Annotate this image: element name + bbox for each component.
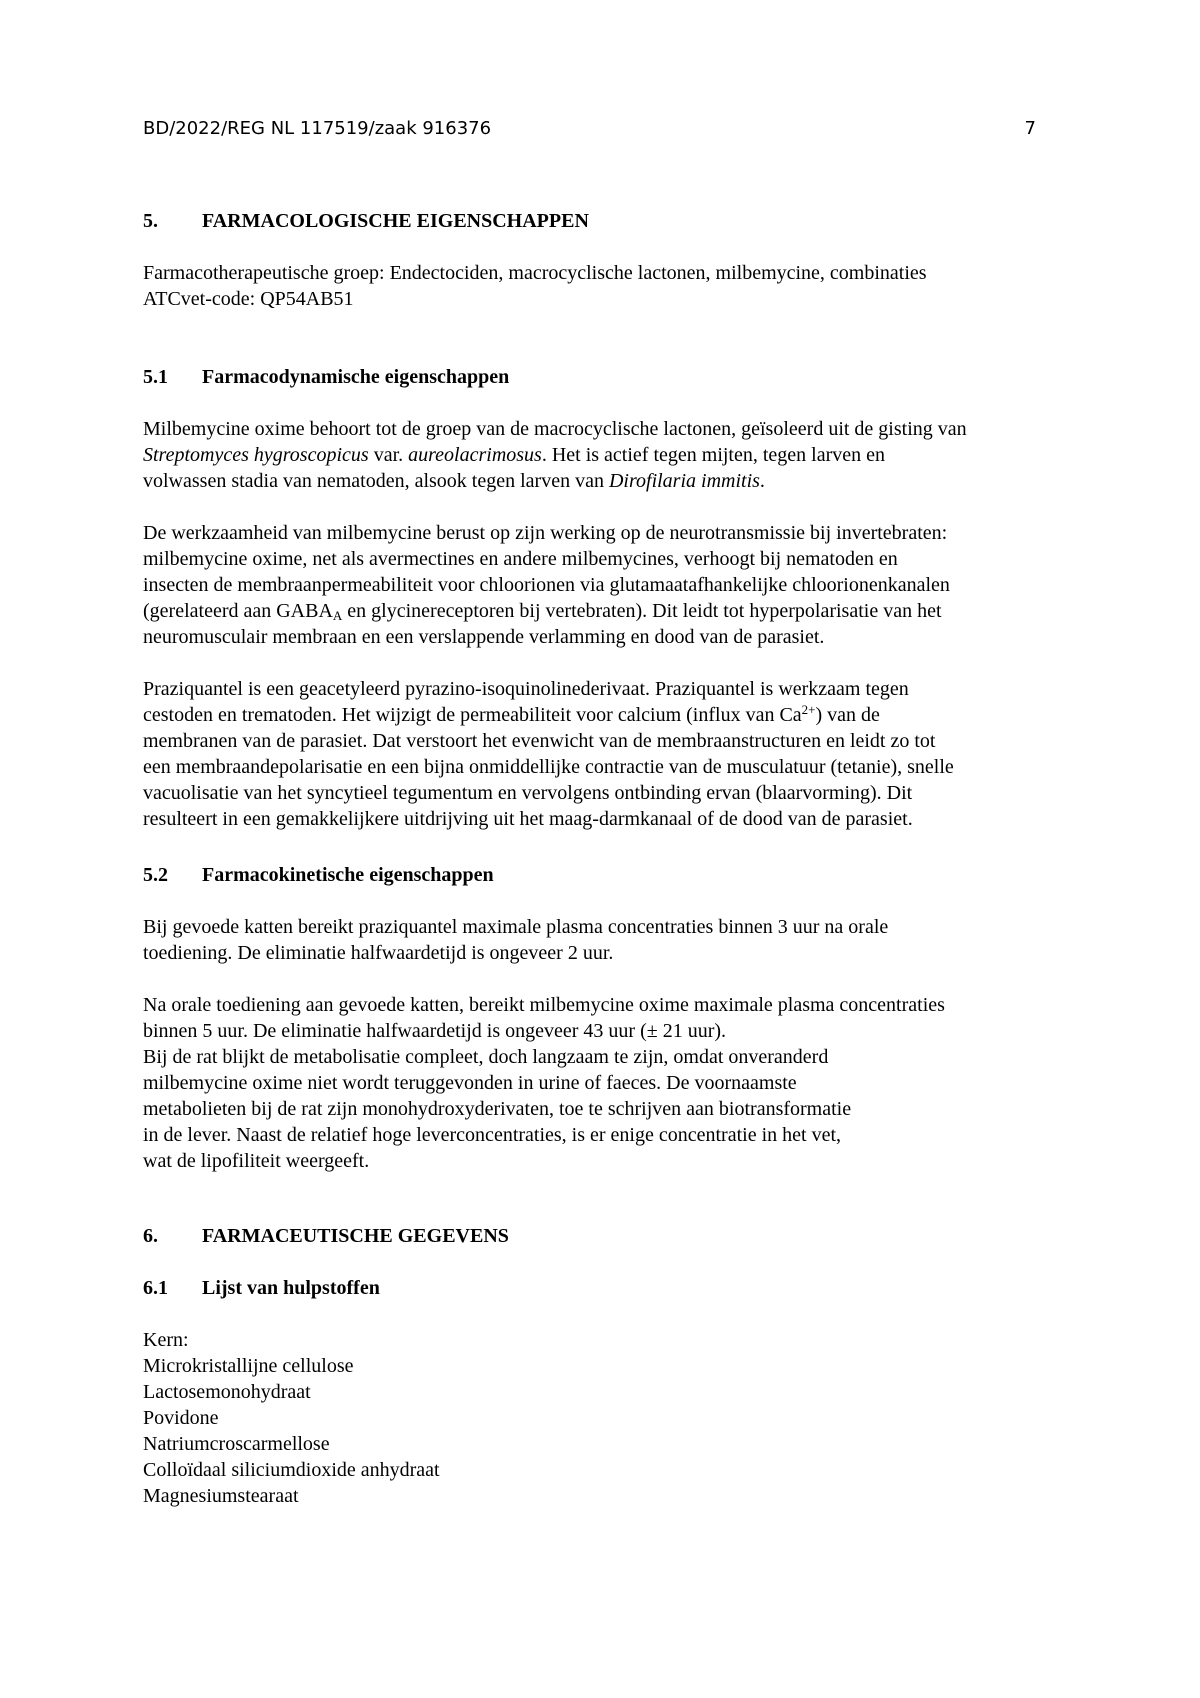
- page-header: [143, 118, 1036, 142]
- text-span: cestoden en trematoden. Het wijzigt de permeabiliteit voor calcium (influx van Ca: [143, 704, 802, 726]
- text-line: neuromusculair membraan en een verslappende verlamming en dood van de parasiet.: [143, 626, 825, 648]
- list-item: Natriumcroscarmellose: [143, 1433, 330, 1455]
- pharmacodynamics-paragraph-1: [143, 416, 1073, 494]
- text-line: [143, 702, 1073, 728]
- text-line: [143, 598, 1073, 624]
- text-line: membranen van de parasiet. Dat verstoort het evenwicht van de membraanstructuren en leidt zo tot: [143, 730, 936, 752]
- section-title: Lijst van hulpstoffen: [202, 1277, 380, 1299]
- superscript: 2+: [801, 702, 816, 717]
- text-line: milbemycine oxime niet wordt teruggevonden in urine of faeces. De voornaamste: [143, 1072, 797, 1094]
- text-line: [143, 468, 1073, 494]
- text-line: een membraandepolarisatie en een bijna onmiddellijke contractie van de musculatuur (tetanie), snelle: [143, 756, 954, 778]
- text-span: ) van de: [815, 704, 880, 726]
- excipients-list: [143, 1327, 1073, 1509]
- atc-code-line: ATCvet-code: QP54AB51: [143, 288, 354, 310]
- variety-name: aureolacrimosus: [408, 444, 542, 466]
- text-line: milbemycine oxime, net als avermectines en andere milbemycines, verhoogt bij nematoden en: [143, 548, 898, 570]
- text-span: var.: [368, 444, 409, 466]
- text-line: binnen 5 uur. De eliminatie halfwaardetijd is ongeveer 43 uur (± 21 uur).: [143, 1020, 727, 1042]
- section-title: Farmacodynamische eigenschappen: [202, 366, 510, 388]
- pharmacokinetics-paragraph-2: [143, 992, 1073, 1174]
- text-line: Na orale toediening aan gevoede katten, bereikt milbemycine oxime maximale plasma concentraties: [143, 994, 945, 1016]
- species-name: Dirofilaria immitis: [608, 470, 760, 492]
- section-number: 5.2: [143, 864, 168, 886]
- species-name: Streptomyces hygroscopicus: [143, 444, 369, 466]
- text-span: .: [759, 470, 765, 492]
- section-title: FARMACEUTISCHE GEGEVENS: [202, 1225, 509, 1247]
- section-5-intro: [143, 260, 1073, 312]
- page-number: 7: [1024, 118, 1036, 139]
- section-5-heading: [143, 208, 1073, 234]
- text-line: metabolieten bij de rat zijn monohydroxyderivaten, toe te schrijven aan biotransformatie: [143, 1098, 852, 1120]
- subscript: A: [332, 608, 343, 623]
- section-5-2-heading: [143, 862, 1073, 888]
- text-line: vacuolisatie van het syncytieel tegumentum en vervolgens ontbinding ervan (blaarvorming). Dit: [143, 782, 913, 804]
- text-line: Milbemycine oxime behoort tot de groep van de macrocyclische lactonen, geïsoleerd uit de gisting van: [143, 418, 967, 440]
- list-item: Colloïdaal siliciumdioxide anhydraat: [143, 1459, 440, 1481]
- text-line: toediening. De eliminatie halfwaardetijd is ongeveer 2 uur.: [143, 942, 614, 964]
- text-span: en glycinereceptoren bij vertebraten). Dit leidt tot hyperpolarisatie van het: [342, 600, 942, 622]
- pharmacokinetics-paragraph-1: [143, 914, 1073, 966]
- text-span: volwassen stadia van nematoden, alsook tegen larven van: [143, 470, 609, 492]
- section-title: Farmacokinetische eigenschappen: [202, 864, 494, 886]
- section-6-heading: [143, 1223, 1073, 1249]
- section-5-1-heading: [143, 364, 1073, 390]
- text-line: Bij gevoede katten bereikt praziquantel maximale plasma concentraties binnen 3 uur na orale: [143, 916, 889, 938]
- text-line: resulteert in een gemakkelijkere uitdrijving uit het maag-darmkanaal of de dood van de parasiet.: [143, 808, 913, 830]
- section-number: 5.1: [143, 366, 168, 388]
- text-line: Bij de rat blijkt de metabolisatie compleet, doch langzaam te zijn, omdat onveranderd: [143, 1046, 829, 1068]
- section-6-1-heading: [143, 1275, 1073, 1301]
- section-number: 6.1: [143, 1277, 168, 1299]
- list-item: Magnesiumstearaat: [143, 1485, 299, 1507]
- kern-label: Kern:: [143, 1329, 189, 1351]
- therapeutic-group-line: Farmacotherapeutische groep: Endectociden, macrocyclische lactonen, milbemycine, combinaties: [143, 262, 927, 284]
- text-span: (gerelateerd aan GABA: [143, 600, 333, 622]
- pharmacodynamics-paragraph-2: [143, 520, 1073, 650]
- document-reference: BD/2022/REG NL 117519/zaak 916376: [143, 118, 492, 139]
- text-line: Praziquantel is een geacetyleerd pyrazino-isoquinolinederivaat. Praziquantel is werkzaam tegen: [143, 678, 909, 700]
- section-number: 5.: [143, 210, 158, 232]
- list-item: Microkristallijne cellulose: [143, 1355, 354, 1377]
- list-item: Povidone: [143, 1407, 219, 1429]
- text-span: . Het is actief tegen mijten, tegen larven en: [541, 444, 886, 466]
- text-line: insecten de membraanpermeabiliteit voor chloorionen via glutamaatafhankelijke chloorionenkanalen: [143, 574, 950, 596]
- section-title: FARMACOLOGISCHE EIGENSCHAPPEN: [202, 210, 589, 232]
- text-line: wat de lipofiliteit weergeeft.: [143, 1150, 370, 1172]
- text-line: [143, 442, 1073, 468]
- pharmacodynamics-paragraph-3: [143, 676, 1073, 832]
- text-line: De werkzaamheid van milbemycine berust op zijn werking op de neurotransmissie bij invertebraten:: [143, 522, 948, 544]
- list-item: Lactosemonohydraat: [143, 1381, 311, 1403]
- text-line: in de lever. Naast de relatief hoge leverconcentraties, is er enige concentratie in het vet,: [143, 1124, 842, 1146]
- section-number: 6.: [143, 1225, 158, 1247]
